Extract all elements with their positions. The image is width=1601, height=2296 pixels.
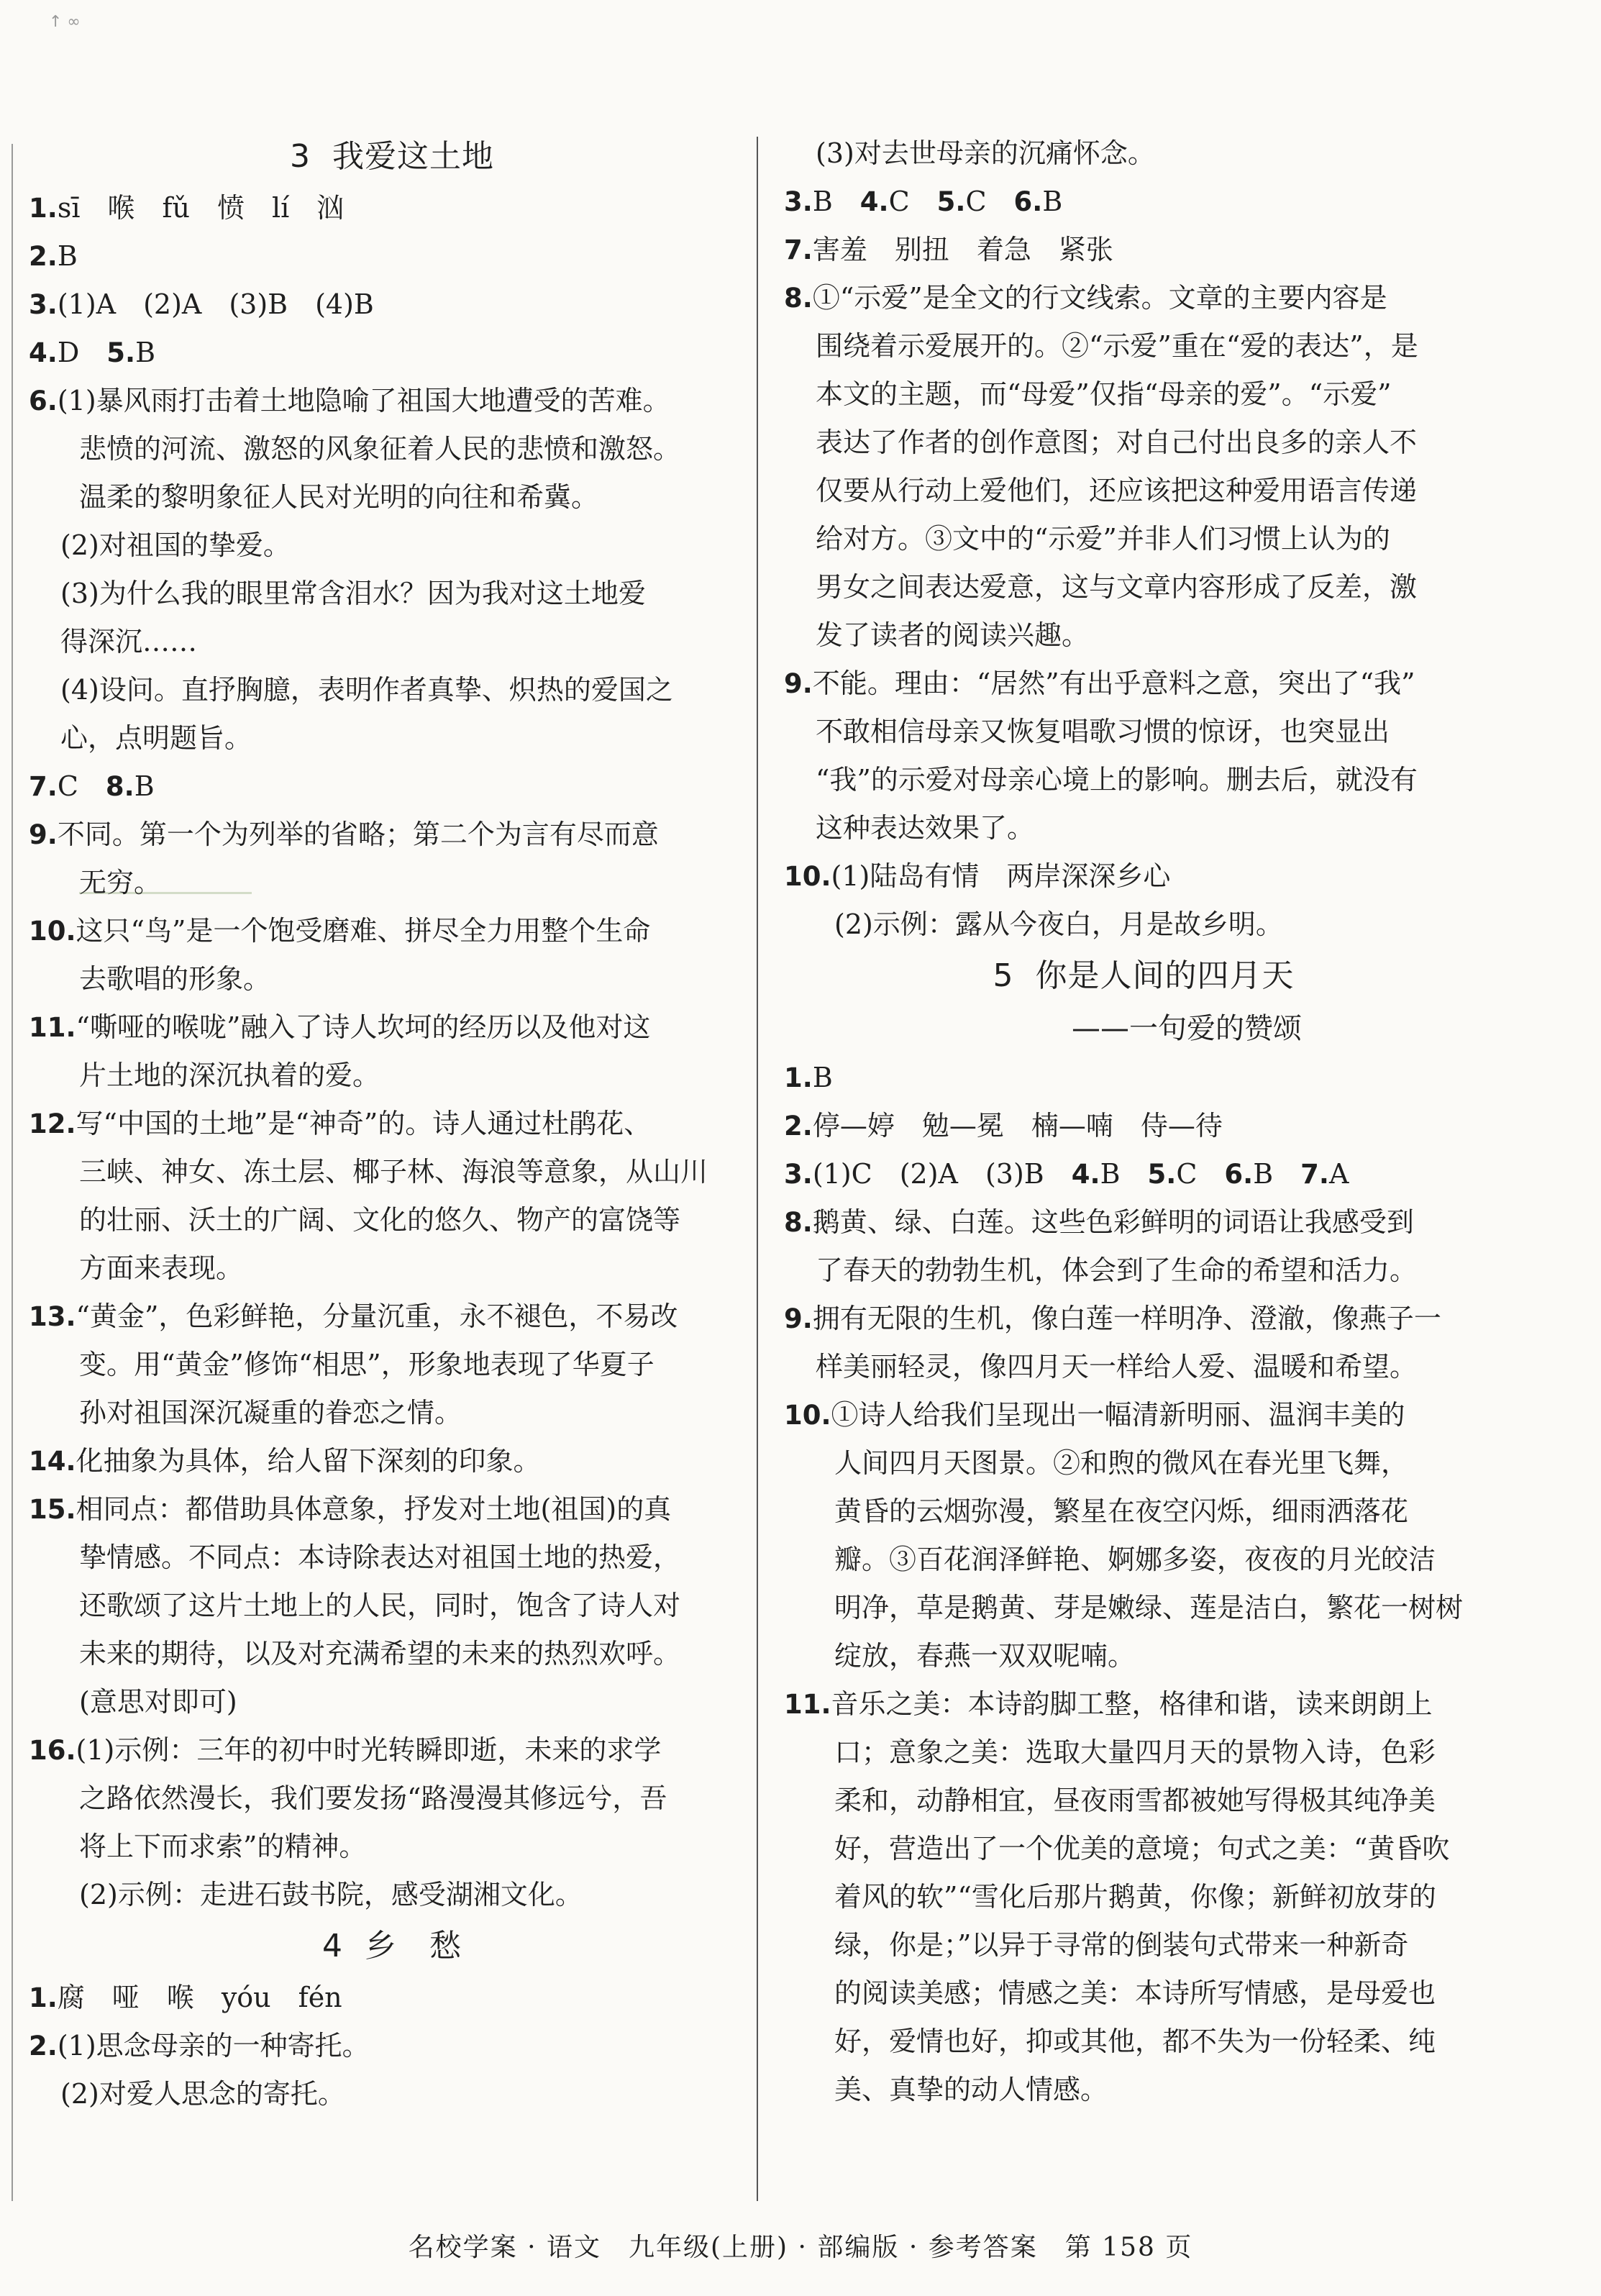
answer-line [29,1100,755,1148]
answer-text: B [57,240,78,272]
answer-text: (1)示例：三年的初中时光转瞬即逝，未来的求学 [76,1734,662,1766]
answer-line: 挚情感。不同点：本诗除表达对祖国土地的热爱， [79,1541,681,1573]
answer-text: C [1176,1158,1225,1190]
answer-text: 停—婷 勉—冕 楠—喃 侍—待 [812,1110,1223,1142]
question-number: 15. [29,1494,76,1525]
answer-line: 方面来表现。 [79,1252,244,1284]
question-number: 12. [29,1108,76,1139]
question-number: 5. [1147,1159,1177,1190]
question-number: 16. [29,1735,76,1766]
answer-text: 腐 哑 喉 yóu fén [57,1982,342,2013]
question-number: 1. [29,193,58,224]
answer-line: 样美丽轻灵，像四月天一样给人爱、温暖和希望。 [816,1351,1418,1382]
question-number: 6. [1013,186,1043,217]
answer-line [784,226,1503,274]
answer-line [29,907,755,955]
answer-line: 好，营造出了一个优美的意境；句式之美：“黄昏吹 [834,1833,1450,1864]
answer-line [29,1003,755,1052]
answer-text: C [888,186,937,217]
answer-line: 明净，草是鹅黄、芽是嫩绿、莲是洁白，繁花一树树 [834,1592,1464,1623]
answer-line: (意思对即可) [79,1686,237,1718]
answer-text: (1)思念母亲的一种寄托。 [57,2030,370,2062]
question-number: 1. [784,1062,813,1093]
answer-text: 不能。理由：“居然”有出乎意料之意，突出了“我” [812,668,1415,699]
answer-text: “黄金”，色彩鲜艳，分量沉重，永不褪色，不易改 [76,1300,678,1332]
answer-line [784,1150,1503,1198]
question-number: 14. [29,1446,76,1477]
section-title-5: 5 你是人间的四月天 [993,957,1295,994]
answer-text: B [134,770,155,802]
answer-line [29,762,755,811]
answer-text: B [1042,186,1063,217]
answer-line: 无穷。 [79,867,162,898]
answer-line: 去歌唱的形象。 [79,963,271,995]
answer-line: 本文的主题，而“母爱”仅指“母亲的爱”。“示爱” [816,378,1392,410]
page-footer: 名校学案 · 语文 九年级(上册) · 部编版 · 参考答案 第 158 页 [408,2233,1193,2262]
answer-line [29,1437,755,1485]
answer-line: 围绕着示爱展开的。②“示爱”重在“爱的表达”，是 [816,330,1418,362]
answer-line: 口；意象之美：选取大量四月天的景物入诗，色彩 [834,1736,1436,1768]
question-number: 2. [784,1111,813,1142]
answer-line [29,232,755,281]
question-number: 4. [1071,1159,1100,1190]
answer-text: 音乐之美：本诗韵脚工整，格律和谐，读来朗朗上 [831,1688,1433,1720]
answer-line: 这种表达效果了。 [816,812,1035,844]
answer-line: (2)示例：露从今夜白，月是故乡明。 [834,908,1283,940]
answer-line: 男女之间表达爱意，这与文章内容形成了反差，激 [816,571,1418,603]
answers-s5 [784,1054,1503,2114]
answer-text: (1)陆岛有情 两岸深深乡心 [831,860,1171,892]
question-number: 3. [784,186,813,217]
answer-text: 不同。第一个为列举的省略；第二个为言有尽而意 [57,819,659,850]
answer-line [29,1485,755,1534]
right-column [784,129,1503,2114]
question-number: 6. [29,386,58,416]
answer-line [29,1726,755,1775]
answer-line: 着风的软”“雪化后那片鹅黄，你像；新鲜初放芽的 [834,1881,1436,1913]
answer-line [784,1391,1503,1439]
answer-text: 害羞 别扭 着急 紧张 [812,234,1113,265]
answer-text: A [1328,1158,1349,1190]
answer-line [784,178,1503,226]
answer-line: 仅要从行动上爱他们，还应该把这种爱用语言传递 [816,475,1418,506]
answer-text: (1)暴风雨打击着土地隐喻了祖国大地遭受的苦难。 [57,385,670,416]
answer-line: 三峡、神女、冻土层、椰子林、海浪等意象，从山川 [79,1156,708,1188]
answer-line: 心，点明题旨。 [60,722,252,754]
answer-line [784,1054,1503,1102]
answer-line: 温柔的黎明象征人民对光明的向往和希冀。 [79,481,599,513]
answer-line: 变。用“黄金”修饰“相思”，形象地表现了华夏子 [79,1349,654,1380]
question-number: 9. [784,668,813,699]
answer-line: 美、真挚的动人情感。 [834,2074,1108,2105]
answer-line: 的阅读美感；情感之美：本诗所写情感，是母爱也 [834,1977,1436,2009]
answer-text: B [812,186,860,217]
answer-line [29,1974,755,2022]
question-number: 9. [29,819,58,850]
answer-line [784,1102,1503,1150]
answer-line: 绿，你是；”以异于寻常的倒装句式带来一种新奇 [834,1929,1409,1961]
question-number: 13. [29,1301,76,1332]
answer-line: 绽放，春燕一双双呢喃。 [834,1640,1136,1672]
question-number: 3. [29,289,58,320]
answer-text: 相同点：都借助具体意象，抒发对土地(祖国)的真 [76,1493,672,1525]
question-number: 8. [105,771,134,802]
answer-text: “嘶哑的喉咙”融入了诗人坎坷的经历以及他对这 [76,1011,651,1043]
answer-text: B [1100,1158,1148,1190]
question-number: 4. [859,186,889,217]
answer-line [784,274,1503,322]
answer-text: 这只“鸟”是一个饱受磨难、拼尽全力用整个生命 [76,915,651,947]
answers-s4-left [29,1974,755,2118]
answer-text: B [812,1062,833,1093]
answer-line: “我”的示爱对母亲心境上的影响。删去后，就没有 [816,764,1418,796]
answer-line [29,1293,755,1341]
section-subtitle-5: ——一句爱的赞颂 [1072,1012,1302,1045]
answer-line: 片土地的深沉执着的爱。 [79,1060,380,1091]
answer-text: ①诗人给我们呈现出一幅清新明丽、温润丰美的 [831,1399,1405,1431]
section-title-3: 3 我爱这土地 [290,138,494,175]
answer-text: B [135,337,156,368]
answer-line [784,852,1503,901]
answer-text: D [57,337,107,368]
answer-line: 还歌颂了这片土地上的人民，同时，饱含了诗人对 [79,1590,681,1621]
question-number: 10. [784,1400,831,1431]
corner-mark: ↑ ∞ [49,13,81,31]
answer-line [784,1680,1503,1728]
question-number: 8. [784,283,813,314]
answer-text: 鹅黄、绿、白莲。这些色彩鲜明的词语让我感受到 [812,1206,1414,1238]
question-number: 2. [29,2031,58,2062]
answer-line [29,329,755,377]
answer-line: 给对方。③文中的“示爱”并非人们习惯上认为的 [816,523,1390,555]
answer-line: 的壮丽、沃土的广阔、文化的悠久、物产的富饶等 [79,1204,681,1236]
question-number: 5. [106,337,136,368]
question-number: 4. [29,337,58,368]
answer-line: 得深沉…… [60,626,198,657]
answer-text: sī 喉 fǔ 愤 lí 汹 [57,192,345,224]
answer-line: (2)对祖国的挚爱。 [60,529,291,561]
answer-line: 柔和，动静相宜，昼夜雨雪都被她写得极其纯净美 [834,1785,1436,1816]
answer-line: (3)对去世母亲的沉痛怀念。 [816,137,1155,169]
answer-text: C [57,770,106,802]
question-number: 11. [29,1012,76,1043]
answer-line: 发了读者的阅读兴趣。 [816,619,1090,651]
answer-line [784,1295,1503,1343]
answer-line: (2)对爱人思念的寄托。 [60,2078,345,2110]
answer-line: 孙对祖国深沉凝重的眷恋之情。 [79,1397,462,1429]
answer-line: 了春天的勃勃生机，体会到了生命的希望和活力。 [816,1254,1418,1286]
answers-s3 [29,184,755,1919]
answer-line: 瓣。③百花润泽鲜艳、婀娜多姿，夜夜的月光皎洁 [834,1544,1436,1575]
answer-line [29,184,755,232]
answer-line: 好，爱情也好，抑或其他，都不失为一份轻柔、纯 [834,2026,1436,2057]
answer-line [784,1198,1503,1247]
answer-line [29,811,755,859]
question-number: 10. [784,861,831,892]
answer-line: 不敢相信母亲又恢复唱歌习惯的惊讶，也突显出 [816,716,1390,747]
answer-text: C [965,186,1014,217]
answer-line: 黄昏的云烟弥漫，繁星在夜空闪烁，细雨洒落花 [834,1495,1409,1527]
question-number: 9. [784,1303,813,1334]
answer-text: (1)C (2)A (3)B [812,1158,1072,1190]
answer-line: 悲愤的河流、激怒的风象征着人民的悲愤和激怒。 [79,433,681,465]
left-margin-rule [12,144,13,2201]
answer-line: (4)设问。直抒胸臆，表明作者真挚、炽热的爱国之 [60,674,673,706]
answer-text: B [1253,1158,1301,1190]
answer-line: 人间四月天图景。②和煦的微风在春光里飞舞， [834,1447,1409,1479]
answer-line: (2)示例：走进石鼓书院，感受湖湘文化。 [79,1879,583,1910]
question-number: 6. [1224,1159,1254,1190]
answer-line: (3)为什么我的眼里常含泪水？因为我对这土地爱 [60,578,646,609]
answer-line [29,377,755,425]
answer-line: 未来的期待，以及对充满希望的未来的热烈欢呼。 [79,1638,681,1669]
answer-line: 将上下而求索”的精神。 [79,1831,367,1862]
question-number: 7. [784,234,813,265]
answer-text: 写“中国的土地”是“神奇”的。诗人通过杜鹃花、 [76,1108,652,1139]
question-number: 5. [936,186,966,217]
section-title-4: 4 乡 愁 [322,1928,462,1964]
question-number: 1. [29,1982,58,2013]
left-column [29,129,755,2118]
answer-line [29,2022,755,2070]
answer-line [29,281,755,329]
answers-s4-right [784,129,1503,949]
answer-text: (1)A (2)A (3)B (4)B [57,288,374,320]
answer-line: 表达了作者的创作意图；对自己付出良多的亲人不 [816,427,1418,458]
answer-line [784,660,1503,708]
question-number: 8. [784,1207,813,1238]
column-divider [757,137,758,2201]
question-number: 2. [29,241,58,272]
question-number: 7. [1300,1159,1329,1190]
question-number: 7. [29,771,58,802]
question-number: 10. [29,916,76,947]
answer-text: ①“示爱”是全文的行文线索。文章的主要内容是 [812,282,1387,314]
answer-text: 化抽象为具体，给人留下深刻的印象。 [76,1445,541,1477]
question-number: 3. [784,1159,813,1190]
answer-line: 之路依然漫长，我们要发扬“路漫漫其修远兮，吾 [79,1782,667,1814]
question-number: 11. [784,1689,831,1720]
answer-text: 拥有无限的生机，像白莲一样明净、澄澈，像燕子一 [812,1303,1441,1334]
